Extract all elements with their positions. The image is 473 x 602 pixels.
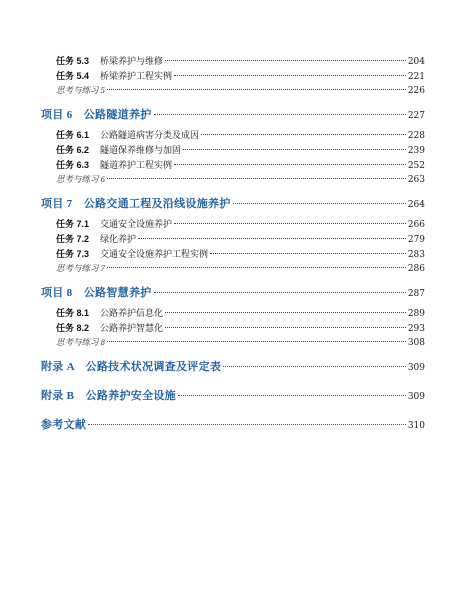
- task-title: 绿化养护: [100, 234, 137, 244]
- task-title: 桥梁养护与维修: [100, 56, 164, 66]
- task-title: 公路养护智慧化: [100, 323, 164, 333]
- toc-row-project-8[interactable]: [41, 284, 425, 300]
- toc-row-exercise-6[interactable]: [56, 173, 425, 185]
- toc-row-task-8-2[interactable]: [56, 321, 425, 334]
- task-title: 桥梁养护工程实例: [100, 71, 173, 81]
- page-number: 226: [407, 86, 425, 96]
- task-number: 任务 7.2: [56, 234, 90, 244]
- dot-leader: [210, 253, 406, 254]
- task-title: 交通安全设施养护: [100, 219, 173, 229]
- dot-leader: [233, 203, 406, 204]
- page-number: 221: [407, 72, 425, 82]
- dot-leader: [174, 223, 406, 224]
- exercise-title: 思考与练习 8: [56, 337, 105, 347]
- dot-leader: [154, 114, 406, 115]
- page-number: 263: [407, 175, 425, 185]
- page-number: 283: [407, 250, 425, 260]
- page-number: 227: [407, 111, 425, 121]
- exercise-title: 思考与练习 7: [56, 263, 105, 273]
- toc-row-appendix-a[interactable]: [41, 358, 425, 374]
- dot-leader: [154, 292, 406, 293]
- dot-leader: [138, 238, 406, 239]
- references-title: 参考文献: [41, 419, 87, 431]
- dot-leader: [165, 60, 406, 61]
- toc-row-task-5-3[interactable]: [56, 54, 425, 67]
- page-number: 289: [407, 309, 425, 319]
- page-number: 228: [407, 131, 425, 141]
- toc-row-task-6-3[interactable]: [56, 158, 425, 171]
- page-number: 310: [407, 421, 425, 431]
- toc-row-task-6-1[interactable]: [56, 128, 425, 141]
- page-number: 309: [407, 363, 425, 373]
- page-number: 266: [407, 220, 425, 230]
- page-number: 287: [407, 289, 425, 299]
- appendix-title: 附录 A 公路技术状况调查及评定表: [41, 361, 222, 373]
- toc-row-exercise-7[interactable]: [56, 262, 425, 274]
- task-title: 公路养护信息化: [100, 308, 164, 318]
- toc-row-appendix-b[interactable]: [41, 387, 425, 403]
- toc-row-project-6[interactable]: [41, 106, 425, 122]
- toc-row-task-7-2[interactable]: [56, 232, 425, 245]
- project-title: 项目 8 公路智慧养护: [41, 287, 152, 299]
- page-number: 252: [407, 161, 425, 171]
- toc-row-exercise-8[interactable]: [56, 336, 425, 348]
- exercise-title: 思考与练习 6: [56, 174, 105, 184]
- task-number: 任务 5.4: [56, 71, 90, 81]
- task-number: 任务 6.3: [56, 160, 90, 170]
- dot-leader: [88, 424, 406, 425]
- task-title: 公路隧道病害分类及成因: [100, 130, 200, 140]
- dot-leader: [201, 134, 406, 135]
- dot-leader: [174, 75, 406, 76]
- page-number: 204: [407, 57, 425, 67]
- page-number: 239: [407, 146, 425, 156]
- task-number: 任务 8.2: [56, 323, 90, 333]
- toc-row-references[interactable]: [41, 416, 425, 432]
- toc-row-project-7[interactable]: [41, 195, 425, 211]
- dot-leader: [107, 89, 406, 90]
- dot-leader: [107, 267, 406, 268]
- project-title: 项目 6 公路隧道养护: [41, 109, 152, 121]
- task-number: 任务 5.3: [56, 56, 90, 66]
- toc-row-task-7-3[interactable]: [56, 247, 425, 260]
- page-number: 309: [407, 392, 425, 402]
- dot-leader: [107, 178, 406, 179]
- page-number: 279: [407, 235, 425, 245]
- page-number: 286: [407, 264, 425, 274]
- task-number: 任务 6.1: [56, 130, 90, 140]
- task-number: 任务 7.3: [56, 249, 90, 259]
- appendix-title: 附录 B 公路养护安全设施: [41, 390, 176, 402]
- toc-row-task-5-4[interactable]: [56, 69, 425, 82]
- toc-row-task-8-1[interactable]: [56, 306, 425, 319]
- dot-leader: [183, 149, 406, 150]
- exercise-title: 思考与练习 5: [56, 85, 105, 95]
- dot-leader: [223, 366, 406, 367]
- page-number: 308: [407, 338, 425, 348]
- dot-leader: [107, 341, 406, 342]
- task-number: 任务 7.1: [56, 219, 90, 229]
- toc-row-exercise-5[interactable]: [56, 84, 425, 96]
- page-number: 293: [407, 324, 425, 334]
- toc-row-task-7-1[interactable]: [56, 217, 425, 230]
- page-number: 264: [407, 200, 425, 210]
- task-title: 隧道养护工程实例: [100, 160, 173, 170]
- dot-leader: [178, 395, 406, 396]
- task-title: 隧道保养维修与加固: [100, 145, 182, 155]
- dot-leader: [165, 327, 406, 328]
- dot-leader: [174, 164, 406, 165]
- task-title: 交通安全设施养护工程实例: [100, 249, 209, 259]
- project-title: 项目 7 公路交通工程及沿线设施养护: [41, 198, 231, 210]
- dot-leader: [165, 312, 406, 313]
- task-number: 任务 8.1: [56, 308, 90, 318]
- task-number: 任务 6.2: [56, 145, 90, 155]
- toc-row-task-6-2[interactable]: [56, 143, 425, 156]
